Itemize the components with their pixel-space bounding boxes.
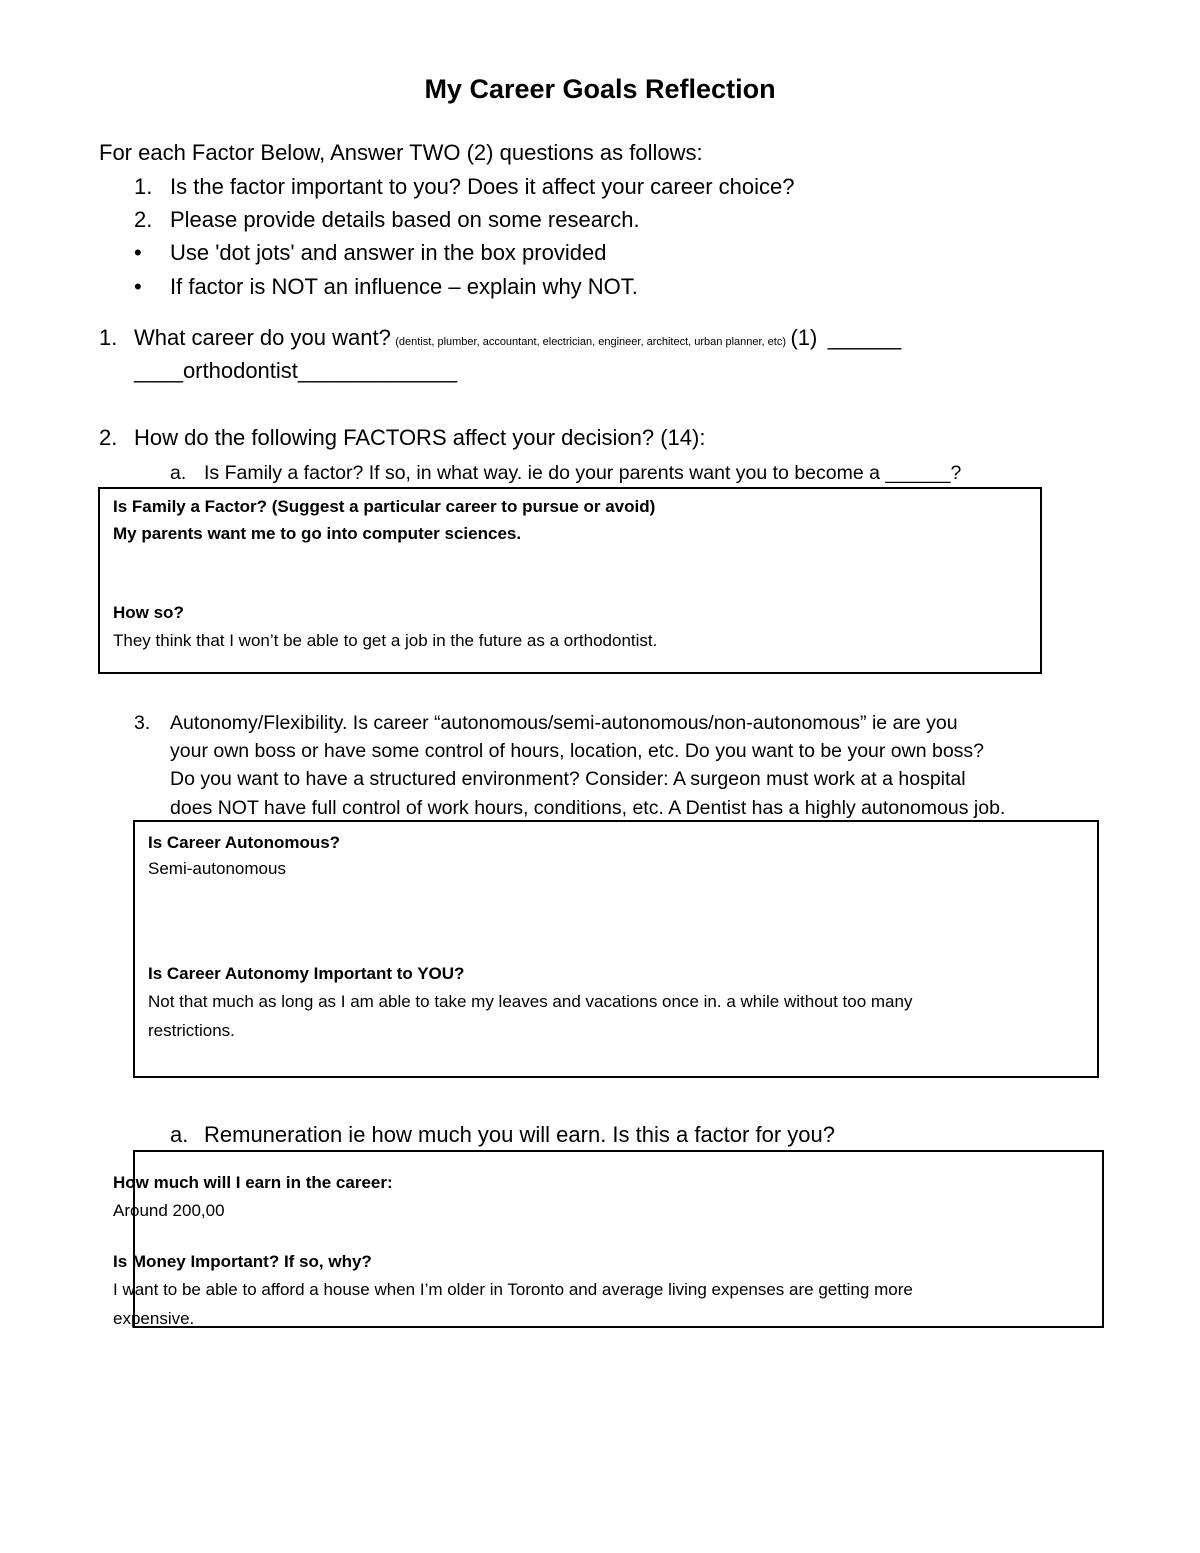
instruction-text: Use 'dot jots' and answer in the box provided [170,240,607,265]
q1-marks: (1) [790,325,818,350]
autonomy-line: does NOT have full control of work hours, conditions, etc. A Dentist has a highly autonomous job. [170,797,1006,819]
family-box-answer: My parents want me to go into computer sciences. [113,524,522,543]
page-title: My Career Goals Reflection [424,74,776,104]
family-how-answer: They think that I won’t be able to get a job in the future as a orthodontist. [113,631,658,650]
q1-marker: 1. [99,325,118,350]
family-how-label: How so? [113,603,184,622]
instruction-text: Please provide details based on some research. [170,207,640,232]
family-marker: a. [170,462,187,484]
autonomy-marker: 3. [134,712,151,734]
intro-text: For each Factor Below, Answer TWO (2) questions as follows: [99,140,703,165]
money-answer: I want to be able to afford a house when I’m older in Toronto and average living expenses are getting more [113,1280,913,1299]
money-answer: expensive. [113,1309,195,1328]
q1-blank: ______ [827,325,902,350]
q1-line [134,325,901,351]
autonomy-important-answer: Not that much as long as I am able to take my leaves and vacations once in. a while without too many [148,992,913,1011]
autonomy-important-label: Is Career Autonomy Important to YOU? [148,964,465,983]
q2-question: How do the following FACTORS affect your decision? (14): [134,425,706,450]
q1-answer: ____orthodontist_____________ [134,358,457,383]
money-label: Is Money Important? If so, why? [113,1252,372,1271]
bullet-icon: • [134,240,142,265]
remuneration-prompt: Remuneration ie how much you will earn. Is this a factor for you? [204,1122,835,1147]
instruction-text: Is the factor important to you? Does it affect your career choice? [170,174,795,199]
autonomy-line: Autonomy/Flexibility. Is career “autonomous/semi-autonomous/non-autonomous” ie are you [170,712,958,734]
instruction-marker: 2. [134,207,153,232]
autonomy-line: your own boss or have some control of hours, location, etc. Do you want to be your own boss? [170,740,985,762]
autonomy-box-answer: Semi-autonomous [148,859,286,878]
instruction-text: If factor is NOT an influence – explain why NOT. [170,274,638,299]
bullet-icon: • [134,274,142,299]
autonomy-box-heading: Is Career Autonomous? [148,833,341,852]
instruction-marker: 1. [134,174,153,199]
autonomy-line: Do you want to have a structured environment? Consider: A surgeon must work at a hospital [170,768,966,790]
earn-answer: Around 200,00 [113,1201,225,1220]
earn-label: How much will I earn in the career: [113,1173,393,1192]
q2-marker: 2. [99,425,118,450]
q1-question: What career do you want? [134,325,391,350]
autonomy-important-answer: restrictions. [148,1021,235,1040]
family-prompt: Is Family a factor? If so, in what way. ie do your parents want you to become a ______? [204,462,962,484]
family-box-heading: Is Family a Factor? (Suggest a particular career to pursue or avoid) [113,497,656,516]
remuneration-marker: a. [170,1122,189,1147]
q1-examples: (dentist, plumber, accountant, electrician, engineer, architect, urban planner, etc) [395,336,786,348]
